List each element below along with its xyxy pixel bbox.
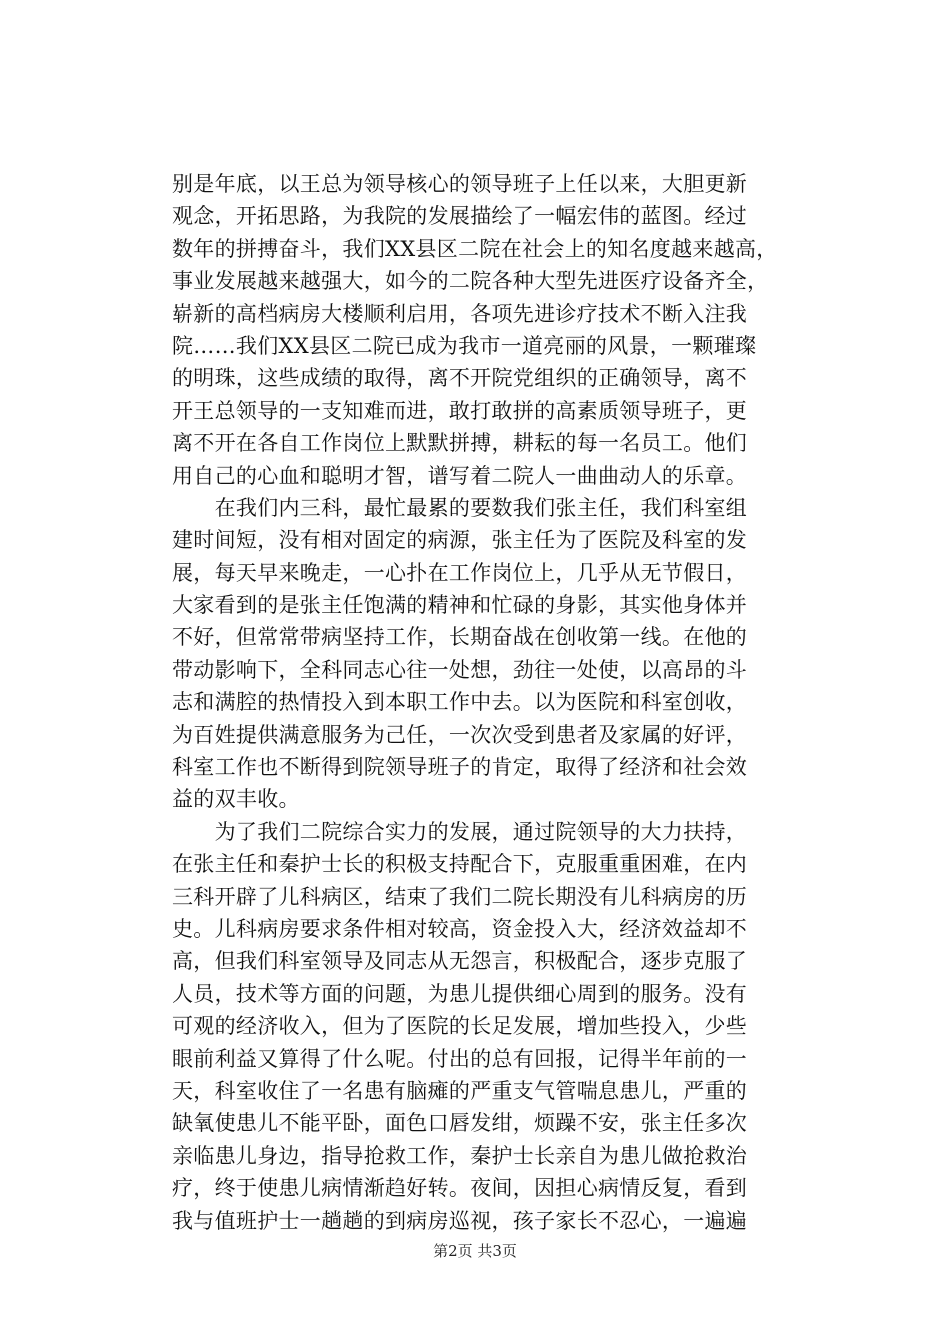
text-line: 别是年底，以王总为领导核心的领导班子上任以来，大胆更新 <box>172 172 748 196</box>
text-line: 观念，开拓思路，为我院的发展描绘了一幅宏伟的蓝图。经过 <box>172 204 748 229</box>
text-line: 眼前利益又算得了什么呢。付出的总有回报，记得半年前的一 <box>172 1046 748 1071</box>
text-line: 大家看到的是张主任饱满的精神和忙碌的身影，其实他身体并 <box>172 593 748 618</box>
text-line: 可观的经济收入，但为了医院的长足发展，增加些投入，少些 <box>172 1014 748 1039</box>
text-line: 离不开在各自工作岗位上默默拼搏，耕耘的每一名员工。他们 <box>172 431 748 456</box>
text-line: 建时间短，没有相对固定的病源，张主任为了医院及科室的发 <box>172 528 748 553</box>
text-line: 人员，技术等方面的问题，为患儿提供细心周到的服务。没有 <box>172 981 748 1006</box>
text-line: 崭新的高档病房大楼顺利启用，各项先进诊疗技术不断入注我 <box>172 301 748 326</box>
text-line: 为百姓提供满意服务为己任，一次次受到患者及家属的好评， <box>172 722 748 747</box>
page-number-footer: 第2页 共3页 <box>433 1242 517 1260</box>
text-line: 展，每天早来晚走，一心扑在工作岗位上，几乎从无节假日， <box>172 560 748 585</box>
text-line: 在我们内三科，最忙最累的要数我们张主任，我们科室组 <box>172 495 748 520</box>
text-line: 疗，终于使患儿病情渐趋好转。夜间，因担心病情反复，看到 <box>172 1176 748 1201</box>
text-line: 天，科室收住了一名患有脑瘫的严重支气管喘息患儿，严重的 <box>172 1078 748 1103</box>
text-line: 志和满腔的热情投入到本职工作中去。以为医院和科室创收， <box>172 690 748 715</box>
body-text <box>172 168 778 1237</box>
text-line: 亲临患儿身边，指导抢救工作，秦护士长亲自为患儿做抢救治 <box>172 1143 748 1168</box>
text-line: 带动影响下，全科同志心往一处想，劲往一处使，以高昂的斗 <box>172 657 748 682</box>
text-line: 院……我们XX县区二院已成为我市一道亮丽的风景，一颗璀璨 <box>172 333 757 358</box>
text-line: 开王总领导的一支知难而进，敢打敢拼的高素质领导班子，更 <box>172 398 748 423</box>
text-line: 益的双丰收。 <box>172 787 300 812</box>
text-line: 史。儿科病房要求条件相对较高，资金投入大，经济效益却不 <box>172 916 748 941</box>
text-line: 我与值班护士一趟趟的到病房巡视，孩子家长不忍心，一遍遍 <box>172 1208 748 1233</box>
text-line: 三科开辟了儿科病区，结束了我们二院长期没有儿科病房的历 <box>172 884 748 909</box>
text-line: 缺氧使患儿不能平卧，面色口唇发绀，烦躁不安，张主任多次 <box>172 1111 748 1136</box>
text-line: 高，但我们科室领导及同志从无怨言，积极配合，逐步克服了 <box>172 949 748 974</box>
text-line: 为了我们二院综合实力的发展，通过院领导的大力扶持， <box>172 819 748 844</box>
text-line: 数年的拼搏奋斗，我们XX县区二院在社会上的知名度越来越高， <box>172 236 778 261</box>
text-line: 的明珠，这些成绩的取得，离不开院党组织的正确领导，离不 <box>172 366 748 391</box>
text-line: 在张主任和秦护士长的积极支持配合下，克服重重困难，在内 <box>172 852 748 877</box>
text-line: 事业发展越来越强大，如今的二院各种大型先进医疗设备齐全， <box>172 269 769 294</box>
text-line: 不好，但常常带病坚持工作，长期奋战在创收第一线。在他的 <box>172 625 748 650</box>
text-line: 科室工作也不断得到院领导班子的肯定，取得了经济和社会效 <box>172 755 748 780</box>
text-line: 用自己的心血和聪明才智，谱写着二院人一曲曲动人的乐章。 <box>172 463 748 488</box>
